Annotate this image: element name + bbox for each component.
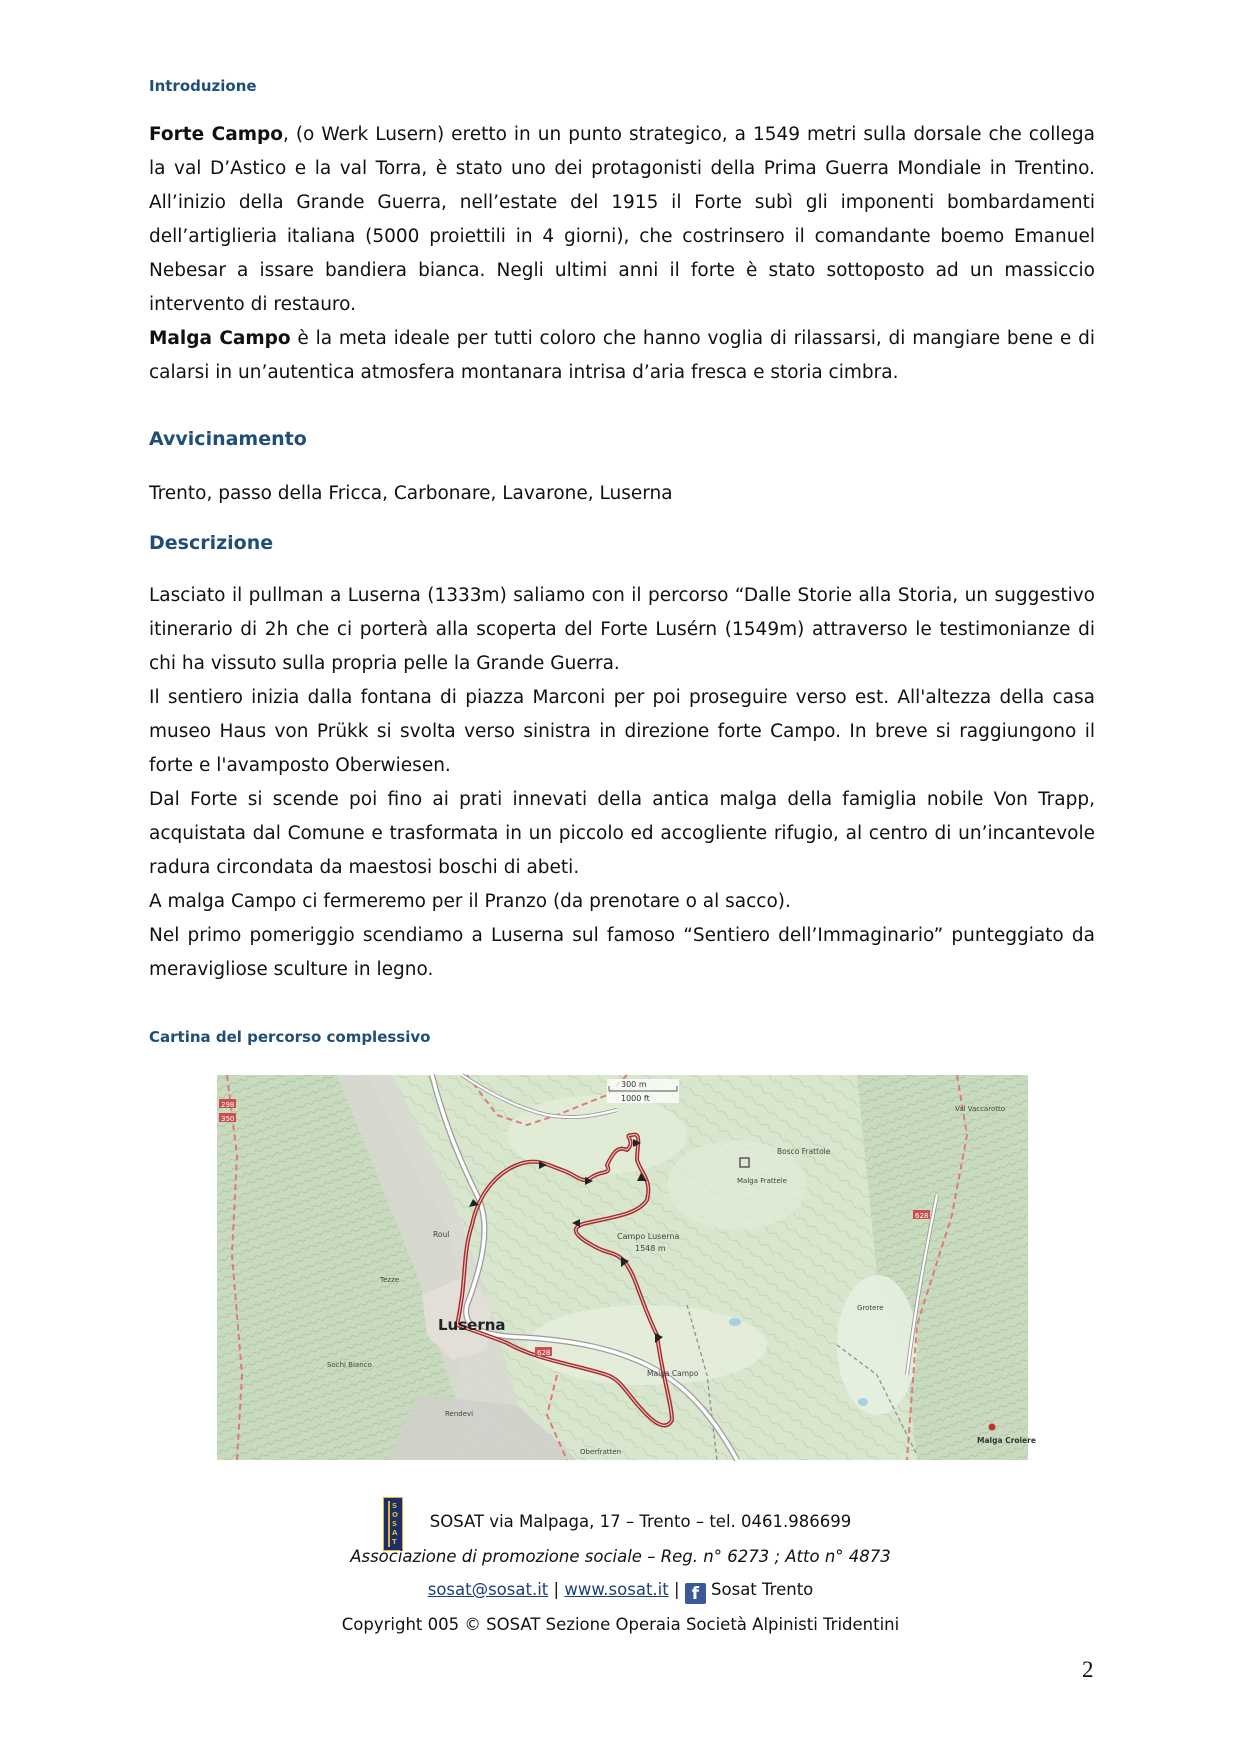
map-label-tezze: Tezze (380, 1276, 400, 1284)
map-road-badge-628-east-text: 628 (915, 1212, 929, 1220)
map-label-campo-luserna: Campo Luserna (617, 1232, 680, 1241)
description-paragraph-2: Il sentiero inizia dalla fontana di piazza Marconi per poi proseguire verso est. All'altezza della casa museo Haus von Prükk si svolta verso sinistra in direzione forte Campo. In breve si raggiungono il forte e l'avamposto Oberwiesen. (149, 687, 1095, 776)
map-road-badge-350-text: 350 (221, 1115, 235, 1123)
footer-address: SOSAT via Malpaga, 17 – Trento – tel. 0461.986699 (429, 1512, 852, 1531)
facebook-page-name[interactable]: Sosat Trento (711, 1580, 814, 1599)
intro-paragraph-malga (149, 322, 1095, 390)
map-pond-2 (858, 1398, 868, 1406)
email-link[interactable]: sosat@sosat.it (427, 1580, 549, 1599)
intro-paragraph-forte (149, 118, 1095, 322)
map-heading: Cartina del percorso complessivo (149, 1028, 431, 1046)
map-label-grotere: Grotere (857, 1304, 884, 1312)
footer-copyright: Copyright 005 © SOSAT Sezione Operaia Società Alpinisti Tridentini (341, 1615, 900, 1634)
description-paragraph-5: Nel primo pomeriggio scendiamo a Luserna sul famoso “Sentiero dell’Immaginario” punteggiato da meravigliose sculture in legno. (149, 925, 1095, 980)
map-label-luserna: Luserna (438, 1316, 506, 1334)
map-label-rendevi: Rendevi (445, 1410, 474, 1418)
description-paragraph-4: A malga Campo ci fermeremo per il Pranzo (da prenotare o al sacco). (149, 891, 791, 912)
facebook-icon[interactable]: f (685, 1583, 706, 1604)
footer-separator-2: | (673, 1580, 680, 1599)
intro-body (149, 118, 1095, 390)
malga-campo-bold: Malga Campo (149, 328, 291, 349)
website-link[interactable]: www.sosat.it (564, 1580, 669, 1599)
description-body (149, 579, 1095, 987)
route-map-svg (217, 1075, 1036, 1460)
map-label-val-vaccarezza: Val Vaccarotto (955, 1105, 1006, 1113)
map-label-oberfratten: Oberfratten (580, 1448, 622, 1456)
map-road-badge-298-text: 298 (221, 1101, 235, 1109)
intro-p1-text: , (o Werk Lusern) eretto in un punto strategico, a 1549 metri sulla dorsale che collega la val D’Astico e la val Torra, è stato uno dei protagonisti della Prima Guerra Mondiale in Trentino. All’inizio della Grande Guerra, nell’estate del 1915 il Forte subì gli imponenti bombardamenti dell’artiglieria italiana (5000 proiettili in 4 giorni), che costrinsero il comandante boemo Emanuel Nebesar a issare bandiera bianca. Negli ultimi anni il forte è stato sottoposto ad un massiccio intervento di restauro. (149, 124, 1096, 315)
approach-text: Trento, passo della Fricca, Carbonare, Lavarone, Luserna (149, 483, 673, 504)
description-paragraph-1: Lasciato il pullman a Luserna (1333m) saliamo con il percorso “Dalle Storie alla Storia, un suggestivo itinerario di 2h che ci porterà alla scoperta del Forte Lusérn (1549m) attraverso le testimonianze di chi ha vissuto sulla propria pelle la Grande Guerra. (149, 585, 1095, 674)
map-label-malga-croiere: Malga Croiere (977, 1436, 1036, 1445)
description-heading: Descrizione (149, 532, 274, 554)
approach-body (149, 477, 1095, 511)
map-road-badge-628-south-text: 628 (537, 1349, 551, 1357)
map-label-malga-campo: Malga Campo (647, 1369, 699, 1378)
footer-links (0, 1580, 1241, 1604)
map-scale-ft: 1000 ft (621, 1094, 650, 1103)
route-map (217, 1075, 1036, 1460)
intro-p2-text: è la meta ideale per tutti coloro che hanno voglia di rilassarsi, di mangiare bene e di calarsi in un’autentica atmosfera montanara intrisa d’aria fresca e storia cimbra. (149, 328, 1095, 383)
map-meadow-croiere (837, 1275, 917, 1415)
malga-croiere-marker-icon (989, 1424, 996, 1431)
map-label-elevation: 1548 m (635, 1244, 666, 1253)
map-label-bosco: Bosco Frattole (777, 1147, 831, 1156)
map-label-malga-frattele: Malga Frattele (737, 1177, 787, 1185)
map-label-sochi-bianco: Sochi Bianco (327, 1361, 372, 1369)
intro-heading: Introduzione (149, 77, 257, 95)
sosat-logo-text: SOSAT (392, 1502, 398, 1546)
forte-campo-bold: Forte Campo (149, 124, 283, 145)
description-paragraph-3: Dal Forte si scende poi fino ai prati innevati della antica malga della famiglia nobile Von Trapp, acquistata dal Comune e trasformata in un piccolo ed accogliente rifugio, al centro di un’incantevole radura circondata da maestosi boschi di abeti. (149, 789, 1095, 878)
map-pond-1 (729, 1318, 741, 1326)
page-number: 2 (1082, 1657, 1094, 1682)
footer-association: Associazione di promozione sociale – Reg. n° 6273 ; Atto n° 4873 (350, 1547, 891, 1566)
map-scale-m: 300 m (621, 1080, 647, 1089)
map-label-roul: Roul (433, 1230, 450, 1239)
footer-separator-1: | (553, 1580, 560, 1599)
approach-heading: Avvicinamento (149, 428, 307, 450)
